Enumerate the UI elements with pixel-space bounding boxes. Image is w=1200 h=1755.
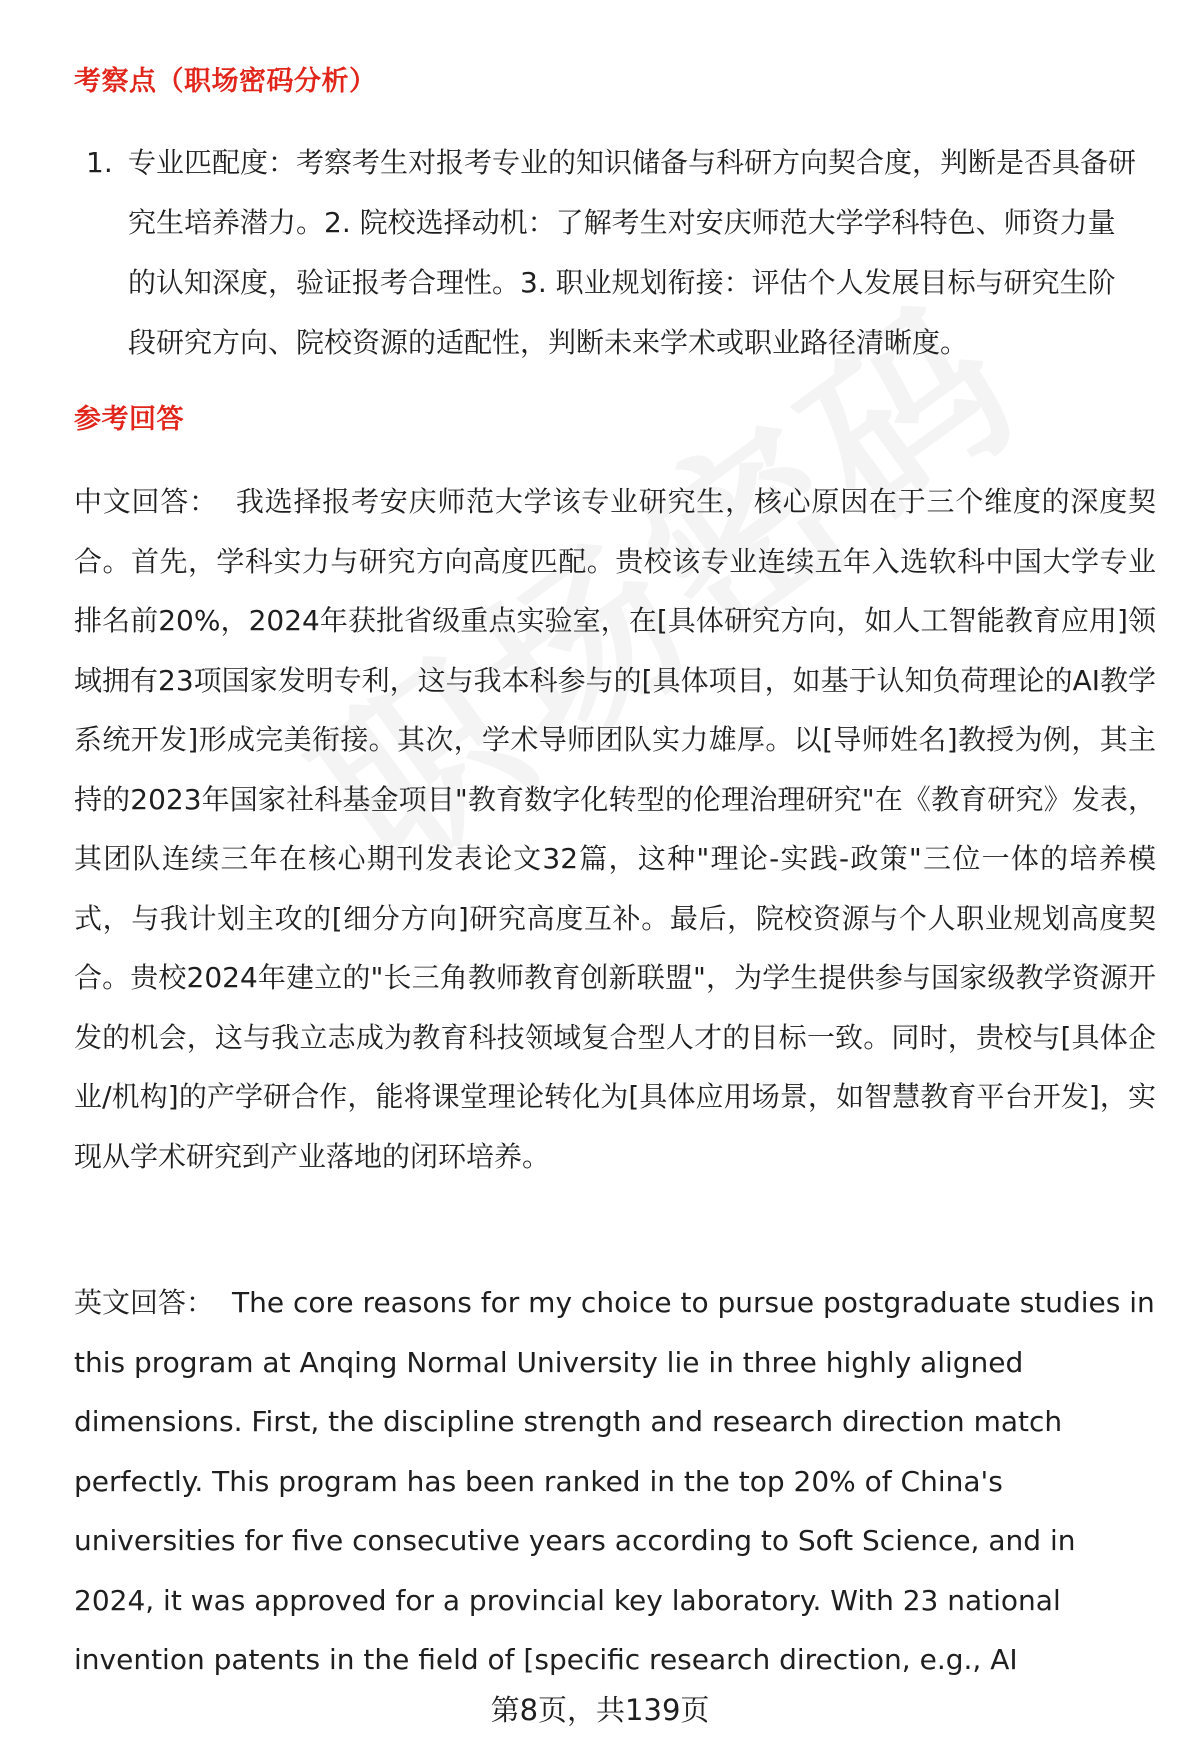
chinese-answer-paragraph [74,472,1156,1186]
section-heading-exam-points: 考察点（职场密码分析） [74,66,377,97]
section-heading-reference-answer: 参考回答 [74,404,184,435]
english-answer-label: 英文回答： [74,1286,215,1319]
english-answer-text: The core reasons for my choice to pursue postgraduate studies in this program at Anqing Normal University lie in three highly aligned dimensions. First, the discipline strength and research direction match perfectly. This program has been ranked in the top 20% of China's universities for five consecutive years according to Soft Science, and in 2024, it was approved for a provincial key laboratory. With 23 national invention patents in the field of [specific research direction, e.g., AI [74,1286,1155,1676]
list-item-text: 专业匹配度：考察考生对报考专业的知识储备与科研方向契合度，判断是否具备研究生培养潜力。2. 院校选择动机：了解考生对安庆师范大学学科特色、师资力量的认知深度，验证报考合理性。3. 职业规划衔接：评估个人发展目标与研究生阶段研究方向、院校资源的适配性，判断未来学术或职业路径清晰度。 [128,146,1137,359]
chinese-answer-label: 中文回答： [74,485,218,518]
page-number-footer: 第8页，共139页 [490,1693,710,1727]
english-answer-paragraph [74,1273,1156,1690]
list-item-number: 1. [86,146,113,179]
chinese-answer-text: 我选择报考安庆师范大学该专业研究生，核心原因在于三个维度的深度契合。首先，学科实力与研究方向高度匹配。贵校该专业连续五年入选软科中国大学专业排名前20%，2024年获批省级重点实验室，在[具体研究方向，如人工智能教育应用]领域拥有23项国家发明专利，这与我本科参与的[具体项目，如基于认知负荷理论的AI教学系统开发]形成完美衔接。其次，学术导师团队实力雄厚。以[导师姓名]教授为例，其主持的2023年国家社科基金项目"教育数字化转型的伦理治理研究"在《教育研究》发表，其团队连续三年在核心期刊发表论文32篇，这种"理论-实践-政策"三位一体的培养模式，与我计划主攻的[细分方向]研究高度互补。最后，院校资源与个人职业规划高度契合。贵校2024年建立的"长三角教师教育创新联盟"，为学生提供参与国家级教学资源开发的机会，这与我立志成为教育科技领域复合型人才的目标一致。同时，贵校与[具体企业/机构]的产学研合作，能将课堂理论转化为[具体应用场景，如智慧教育平台开发]，实现从学术研究到产业落地的闭环培养。 [74,485,1156,1173]
